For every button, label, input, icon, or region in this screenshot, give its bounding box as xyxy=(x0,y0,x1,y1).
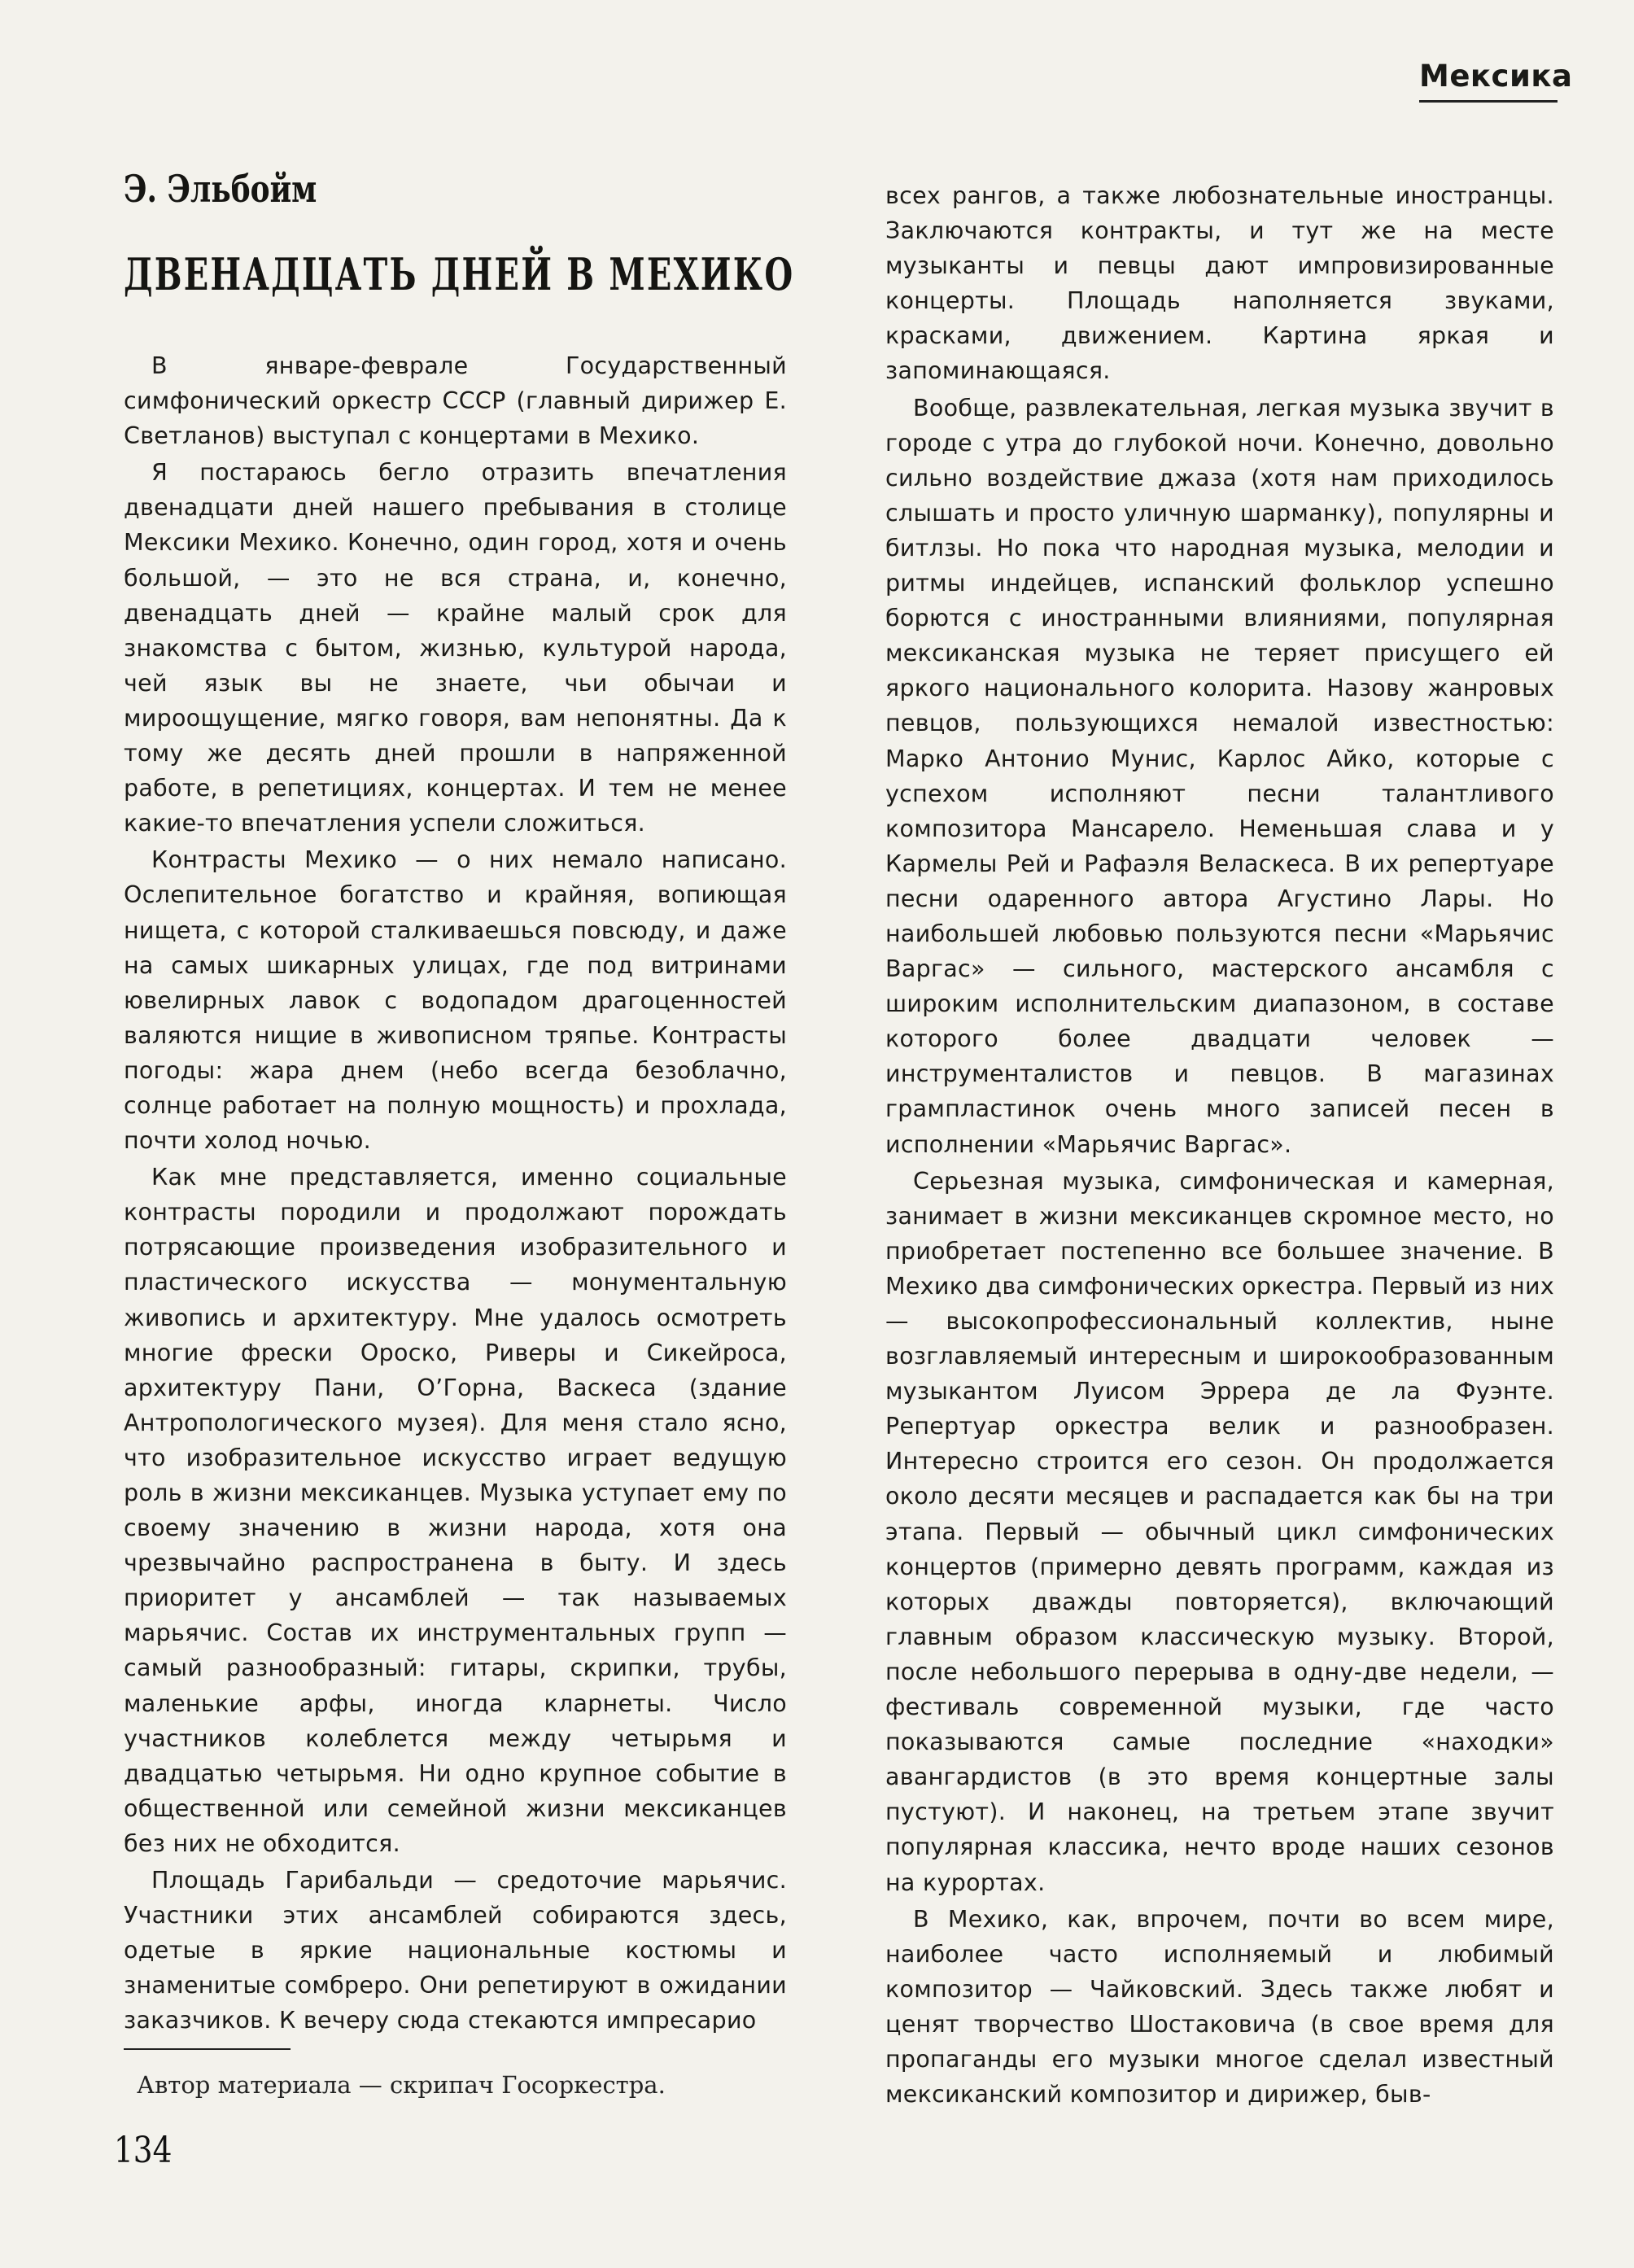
section-tag: Мексика xyxy=(1419,59,1573,94)
paragraph: всех рангов, а также любознательные иностранцы. Заключаются контракты, и тут же на месте музыканты и певцы дают импровизированные концерты. Площадь наполняется звуками, красками, движением. Картина яркая и запоминающаяся. xyxy=(885,182,1554,385)
footnote: Автор материала — скрипач Госоркестра. xyxy=(137,2071,666,2099)
section-underline xyxy=(1419,100,1558,103)
article-author: Э. Эльбойм xyxy=(124,167,317,211)
article-title: ДВЕНАДЦАТЬ ДНЕЙ В МЕХИКО xyxy=(124,248,795,300)
paragraph: В Мехико, как, впрочем, почти во всем мире, наиболее часто исполняемый и любимый композитор — Чайковский. Здесь также любят и ценят творчество Шостаковича (в свое время для пропаганды его музыки многое сделал известный мексиканский композитор и дирижер, быв- xyxy=(885,1905,1554,2108)
right-column xyxy=(885,178,1554,2113)
paragraph: Серьезная музыка, симфоническая и камерная, занимает в жизни мексиканцев скромное место, но приобретает постепенно все большее значение. В Мехико два симфонических оркестра. Первый из них — высокопрофессиональный коллектив, ныне возглавляемый интересным и широкообразованным музыкантом Луисом Эррера де ла Фуэнте. Репертуар оркестра велик и разнообразен. Интересно строится его сезон. Он продолжается около десяти месяцев и распадается как бы на три этапа. Первый — обычный цикл симфонических концертов (примерно девять программ, каждая из которых дважды повторяется), включающий главным образом классическую музыку. Второй, после небольшого перерыва в одну-две недели, — фестиваль современной музыки, где часто показываются самые последние «находки» авангардистов (в это время концертные залы пустуют). И наконец, на третьем этапе звучит популярная классика, нечто вроде наших сезонов на курортах. xyxy=(885,1167,1554,1896)
paragraph: Вообще, развлекательная, легкая музыка звучит в городе с утра до глубокой ночи. Конечно, довольно сильно воздействие джаза (хотя нам приходилось слышать и просто уличную шарманку), популярны и битлзы. Но пока что народная музыка, мелодии и ритмы индейцев, испанский фольклор успешно борются с иностранными влияниями, популярная мексиканская музыка не теряет присущего ей яркого национального колорита. Назову жанровых певцов, пользующихся немалой известностью: Марко Антонио Мунис, Карлос Айко, которые с успехом исполняют песни талантливого композитора Мансарело. Неменьшая слава и у Кармелы Рей и Рафаэля Веласкеса. В их репертуаре песни одаренного автора Агустино Лары. Но наибольшей любовью пользуются песни «Марьячис Варгас» — сильного, мастерского ансамбля с широким исполнительским диапазоном, в составе которого более двадцати человек — инструменталистов и певцов. В магазинах грампластинок очень много записей песен в исполнении «Марьячис Варгас». xyxy=(885,394,1554,1158)
footnote-rule xyxy=(124,2048,291,2050)
paragraph: Контрасты Мехико — о них немало написано. Ослепительное богатство и крайняя, вопиющая нищета, с которой сталкиваешься повсюду, и даже на самых шикарных улицах, где под витринами ювелирных лавок с водопадом драгоценностей валяются нищие в живописном тряпье. Контрасты погоды: жара днем (небо всегда безоблачно, солнце работает на полную мощность) и прохлада, почти холод ночью. xyxy=(124,846,787,1155)
paragraph: Площадь Гарибальди — средоточие марьячис. Участники этих ансамблей собираются здесь, одетые в яркие национальные костюмы и знаменитые сомбреро. Они репетируют в ожидании заказчиков. К вечеру сюда стекаются импресарио xyxy=(124,1867,787,2034)
paragraph: Я постараюсь бегло отразить впечатления двенадцати дней нашего пребывания в столице Мексики Мехико. Конечно, один город, хотя и очень большой, — это не вся страна, и, конечно, двенадцать дней — крайне малый срок для знакомства с бытом, жизнью, культурой народа, чей язык вы не знаете, чьи обычаи и мироощущение, мягко говоря, вам непонятны. Да к тому же десять дней прошли в напряженной работе, в репетициях, концертах. И тем не менее какие-то впечатления успели сложиться. xyxy=(124,459,787,837)
paragraph: В январе-феврале Государственный симфонический оркестр СССР (главный дирижер Е. Светланов) выступал с концертами в Мехико. xyxy=(124,352,787,450)
paragraph: Как мне представляется, именно социальные контрасты породили и продолжают порождать потрясающие произведения изобразительного и пластического искусства — монументальную живопись и архитектуру. Мне удалось осмотреть многие фрески Ороско, Риверы и Сикейроса, архитектуру Пани, О’Горна, Васкеса (здание Антропологического музея). Для меня стало ясно, что изобразительное искусство играет ведущую роль в жизни мексиканцев. Музыка уступает ему по своему значению в жизни народа, хотя она чрезвычайно распространена в быту. И здесь приоритет у ансамблей — так называемых марьячис. Состав их инструментальных групп — самый разнообразный: гитары, скрипки, трубы, маленькие арфы, иногда кларнеты. Число участников колеблется между четырьмя и двадцатью четырьмя. Ни одно крупное событие в общественной или семейной жизни мексиканцев без них не обходится. xyxy=(124,1164,787,1857)
left-column xyxy=(124,348,787,2040)
page-number: 134 xyxy=(114,2130,173,2171)
